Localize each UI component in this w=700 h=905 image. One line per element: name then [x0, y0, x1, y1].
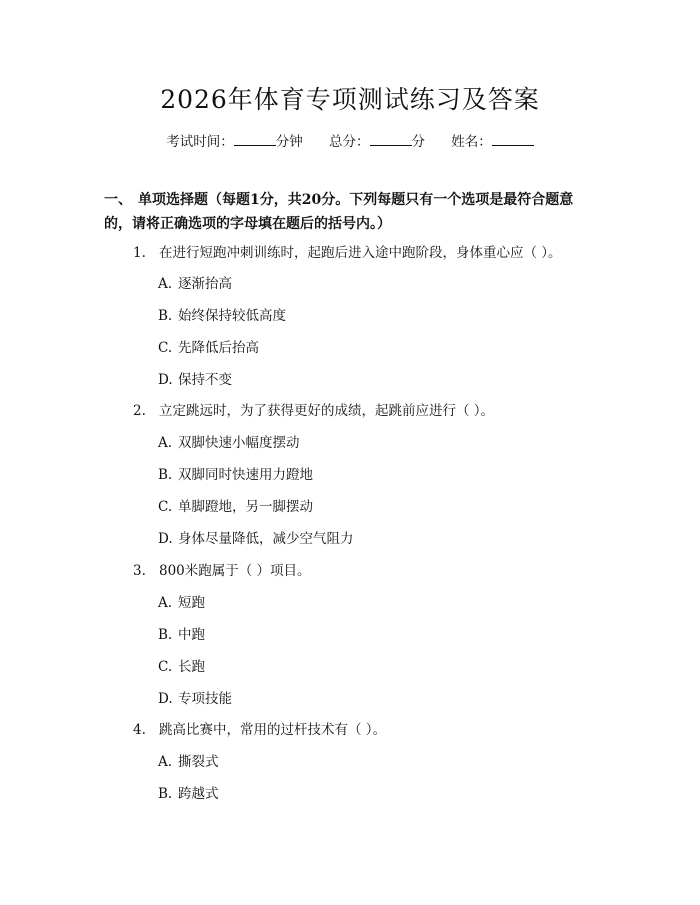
option-text: 双脚同时快速用力蹬地 — [178, 467, 313, 483]
option-letter: C. — [158, 340, 173, 356]
question-1 — [133, 243, 562, 263]
option-text: 身体尽量降低，减少空气阻力 — [178, 531, 354, 547]
exam-time-unit: 分钟 — [275, 134, 303, 150]
option-letter: A. — [158, 276, 173, 292]
question-number: 2. — [133, 403, 146, 419]
section-heading — [104, 188, 594, 236]
name-blank — [492, 131, 534, 146]
total-score-field — [329, 131, 425, 152]
option-letter: B. — [158, 786, 173, 802]
question-number: 3. — [133, 563, 146, 579]
option-letter: C. — [158, 499, 173, 515]
option-3c — [158, 657, 205, 677]
section-instructions: 单项选择题（每题1分，共20分。下列每题只有一个选项是最符合题意的，请将正确选项的字母填在题后的括号内。） — [104, 192, 574, 232]
option-letter: C. — [158, 659, 173, 675]
option-1b — [158, 306, 286, 326]
option-1c — [158, 338, 259, 358]
option-letter: D. — [158, 691, 173, 707]
option-1a — [158, 274, 232, 294]
exam-time-blank — [234, 131, 276, 146]
option-text: 双脚快速小幅度摆动 — [178, 435, 300, 451]
option-text: 先降低后抬高 — [178, 340, 259, 356]
option-2d — [158, 529, 354, 549]
exam-time-label: 考试时间： — [166, 134, 234, 150]
question-text: 立定跳远时，为了获得更好的成绩，起跳前应进行（ ）。 — [159, 403, 495, 419]
question-2 — [133, 401, 494, 421]
question-4 — [133, 720, 386, 740]
option-3d — [158, 689, 232, 709]
total-score-label: 总分： — [329, 134, 370, 150]
option-text: 单脚蹬地，另一脚摆动 — [178, 499, 313, 515]
option-3b — [158, 625, 205, 645]
exam-time-field — [166, 131, 303, 152]
option-2c — [158, 497, 313, 517]
option-letter: A. — [158, 595, 173, 611]
option-1d — [158, 370, 232, 390]
section-number: 一、 — [104, 192, 132, 208]
option-text: 短跑 — [178, 595, 205, 611]
option-text: 撕裂式 — [178, 754, 219, 770]
option-letter: A. — [158, 435, 173, 451]
option-4b — [158, 784, 219, 804]
option-letter: D. — [158, 372, 173, 388]
option-text: 中跑 — [178, 627, 205, 643]
option-letter: A. — [158, 754, 173, 770]
question-text: 跳高比赛中，常用的过杆技术有（ ）。 — [159, 722, 387, 738]
question-text: 在进行短跑冲刺训练时，起跑后进入途中跑阶段，身体重心应（ ）。 — [159, 245, 562, 261]
option-4a — [158, 752, 219, 772]
option-text: 长跑 — [178, 659, 205, 675]
option-letter: D. — [158, 531, 173, 547]
option-3a — [158, 593, 205, 613]
question-3 — [133, 561, 311, 581]
exam-info-row — [0, 131, 700, 152]
option-letter: B. — [158, 308, 173, 324]
option-letter: B. — [158, 627, 173, 643]
name-field — [451, 131, 534, 152]
option-text: 跨越式 — [178, 786, 219, 802]
question-number: 1. — [133, 245, 146, 261]
question-text: 800米跑属于（ ）项目。 — [159, 563, 311, 579]
total-score-blank — [370, 131, 412, 146]
option-text: 始终保持较低高度 — [178, 308, 286, 324]
name-label: 姓名： — [451, 134, 492, 150]
option-letter: B. — [158, 467, 173, 483]
option-text: 专项技能 — [178, 691, 232, 707]
page-title: 2026年体育专项测试练习及答案 — [160, 85, 540, 114]
question-number: 4. — [133, 722, 146, 738]
option-2a — [158, 433, 300, 453]
option-text: 保持不变 — [178, 372, 232, 388]
option-text: 逐渐抬高 — [178, 276, 232, 292]
option-2b — [158, 465, 313, 485]
total-score-unit: 分 — [411, 134, 425, 150]
